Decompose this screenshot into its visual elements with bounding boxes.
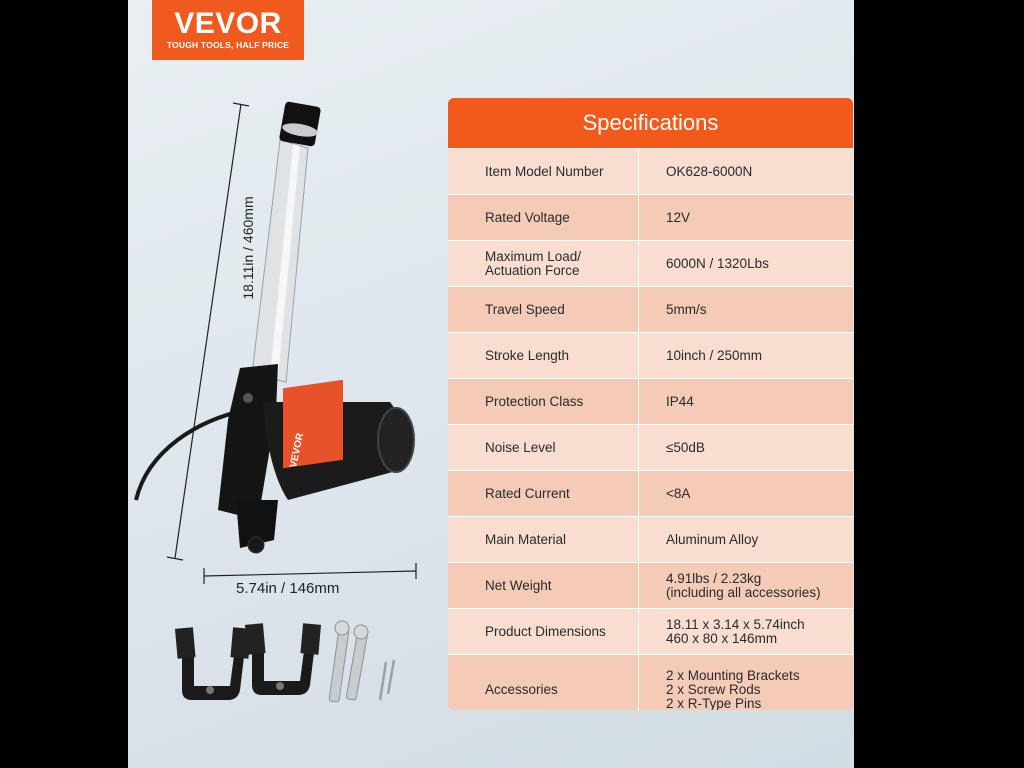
- spec-value-text: Aluminum Alloy: [666, 531, 759, 547]
- height-dimension-label: 18.11in / 460mm: [240, 196, 256, 300]
- spec-key: Noise Level: [485, 439, 556, 455]
- spec-value-text: 10inch / 250mm: [666, 347, 763, 363]
- spec-row: [448, 654, 853, 710]
- spec-value: [638, 149, 853, 194]
- spec-value-text: IP44: [666, 393, 694, 409]
- spec-key: Maximum Load/ Actuation Force: [485, 248, 582, 278]
- spec-row: [448, 240, 853, 286]
- motor-label-brand: VEVOR: [288, 432, 307, 469]
- spec-value-text: 4.91lbs / 2.23kg (including all accessories): [666, 570, 821, 600]
- spec-value-text: 2 x Mounting Brackets 2 x Screw Rods 2 x R-Type Pins: [666, 668, 800, 710]
- spec-value-text: <8A: [666, 485, 691, 501]
- motor-end-cap: [378, 408, 414, 472]
- spec-value: [638, 333, 853, 378]
- spec-value: [638, 563, 853, 608]
- spec-key: Net Weight: [485, 577, 552, 593]
- spec-key: Travel Speed: [485, 301, 565, 317]
- spec-value-text: OK628-6000N: [666, 163, 753, 179]
- r-pin-2: [388, 660, 394, 694]
- spec-value-text: ≤50dB: [666, 439, 705, 455]
- product-image: [128, 0, 854, 768]
- spec-row: [448, 562, 853, 608]
- specifications-title: Specifications: [448, 98, 853, 148]
- spec-value: [638, 517, 853, 562]
- spec-row: [448, 378, 853, 424]
- spec-value: [638, 379, 853, 424]
- spec-value-text: 12V: [666, 209, 691, 225]
- spec-key: Protection Class: [485, 393, 584, 409]
- logo-brand: VEVOR: [174, 7, 282, 40]
- spec-row: [448, 148, 853, 194]
- spec-value-text: 5mm/s: [666, 301, 707, 317]
- spec-row: [448, 516, 853, 562]
- spec-value: [638, 471, 853, 516]
- spec-key: Rated Current: [485, 485, 570, 501]
- spec-key: Item Model Number: [485, 163, 604, 179]
- spec-row: [448, 608, 853, 654]
- spec-key: Stroke Length: [485, 347, 570, 363]
- spec-value: [638, 195, 853, 240]
- spec-value-text: 18.11 x 3.14 x 5.74inch 460 x 80 x 146mm: [666, 616, 805, 646]
- spec-value: [638, 287, 853, 332]
- spec-row: [448, 194, 853, 240]
- spec-key: Rated Voltage: [485, 209, 570, 225]
- specifications-table: [448, 98, 853, 710]
- spec-value: [638, 241, 853, 286]
- logo-slogan: TOUGH TOOLS, HALF PRICE: [166, 40, 290, 50]
- linear-actuator-illustration: [128, 0, 448, 768]
- spec-value: [638, 425, 853, 470]
- screw-rod-2: [346, 630, 368, 701]
- r-pin-1: [380, 662, 386, 700]
- spec-row: [448, 470, 853, 516]
- screw-rod-1: [329, 628, 349, 703]
- width-dimension-label: 5.74in / 146mm: [236, 580, 340, 597]
- spec-key: Accessories: [485, 682, 558, 697]
- spec-value: [638, 655, 853, 710]
- spec-key: Product Dimensions: [485, 623, 606, 639]
- spec-row: [448, 286, 853, 332]
- spec-value-text: 6000N / 1320Lbs: [666, 255, 769, 271]
- spec-value: [638, 609, 853, 654]
- width-dimension-line: [204, 571, 416, 576]
- spec-row: [448, 424, 853, 470]
- spec-row: [448, 332, 853, 378]
- spec-key: Main Material: [485, 531, 567, 547]
